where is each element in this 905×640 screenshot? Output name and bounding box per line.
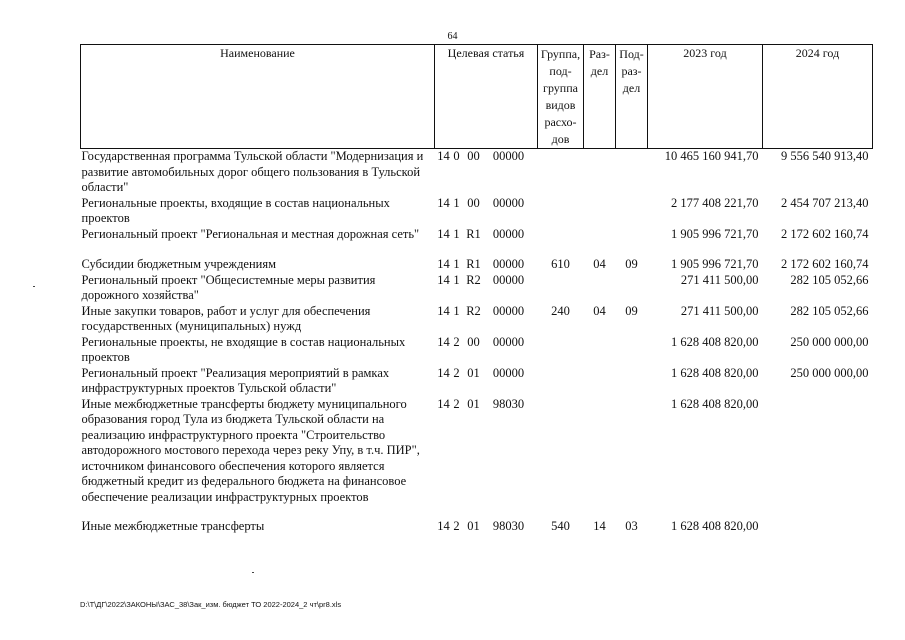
row-target-article <box>435 257 538 273</box>
target-part: 00 <box>467 149 480 163</box>
target-part: 1 <box>453 195 460 210</box>
table-row <box>81 257 873 273</box>
row-section <box>584 366 616 397</box>
target-part: 01 <box>467 396 480 411</box>
row-target-article <box>435 335 538 366</box>
header-expense-group <box>538 45 584 149</box>
row-amount-2024: 250 000 000,00 <box>790 334 869 349</box>
row-amount-2024 <box>763 519 873 535</box>
table-row <box>81 227 873 258</box>
row-amount-2024: 282 105 052,66 <box>790 272 869 287</box>
target-part: R1 <box>466 257 481 271</box>
row-section <box>584 149 616 196</box>
table-row <box>81 149 873 196</box>
row-amount-2023: 1 628 408 820,00 <box>671 334 759 349</box>
target-part: 14 <box>437 365 450 380</box>
row-subsection <box>616 273 648 304</box>
header-line: дел <box>622 81 641 95</box>
target-part: 00000 <box>492 365 525 380</box>
header-name: Наименование <box>81 45 435 149</box>
row-amount-2023: 1 905 996 721,70 <box>671 226 759 241</box>
row-amount-2024: 2 454 707 213,40 <box>781 195 869 210</box>
table-row <box>81 273 873 304</box>
row-group <box>538 196 584 227</box>
header-line: Под- <box>619 47 644 61</box>
row-name: Региональные проекты, не входящие в состав национальных проектов <box>81 334 406 364</box>
row-section <box>584 196 616 227</box>
row-subsection <box>616 227 648 258</box>
row-group <box>538 335 584 366</box>
row-amount-2024: 9 556 540 913,40 <box>781 149 869 163</box>
budget-table <box>80 44 873 535</box>
table-row <box>81 519 873 535</box>
row-amount-2023: 271 411 500,00 <box>680 303 759 318</box>
header-line: дел <box>590 64 609 78</box>
row-amount-2023: 1 905 996 721,70 <box>671 257 759 271</box>
row-amount-2023: 1 628 408 820,00 <box>671 519 759 533</box>
target-part: 14 <box>437 519 450 533</box>
row-subsection <box>616 397 648 520</box>
row-group <box>538 397 584 520</box>
header-year-2023: 2023 год <box>648 45 763 149</box>
table-row <box>81 335 873 366</box>
header-line: Группа, <box>540 47 581 61</box>
row-amount-2023: 1 628 408 820,00 <box>671 365 759 380</box>
target-part: R1 <box>466 226 481 241</box>
row-amount-2023: 271 411 500,00 <box>680 272 759 287</box>
target-part: 1 <box>453 226 460 241</box>
table-row <box>81 366 873 397</box>
target-part: R2 <box>466 272 481 287</box>
header-line: видов <box>545 98 576 112</box>
target-part: 14 <box>437 149 450 163</box>
target-part: 1 <box>453 303 460 318</box>
row-name: Иные закупки товаров, работ и услуг для обеспечения государственных (муниципальных) нужд <box>81 303 371 333</box>
row-group: 610 <box>551 257 570 271</box>
table-row <box>81 304 873 335</box>
page-number: 64 <box>447 31 458 42</box>
row-amount-2024: 282 105 052,66 <box>790 303 869 318</box>
row-section: 04 <box>593 303 606 318</box>
row-name: Региональные проекты, входящие в состав национальных проектов <box>81 195 390 225</box>
row-group <box>538 366 584 397</box>
row-amount-2023: 1 628 408 820,00 <box>671 396 759 411</box>
table-row <box>81 196 873 227</box>
target-part: 01 <box>467 519 480 533</box>
target-part: 01 <box>467 365 480 380</box>
target-part: 00000 <box>492 195 525 210</box>
row-group <box>538 149 584 196</box>
table-row <box>81 397 873 520</box>
row-section <box>584 273 616 304</box>
row-target-article <box>435 227 538 258</box>
target-part: 14 <box>437 334 450 349</box>
footer-file-path: D:\Т\ДГ\2022\ЗАКОНЫ\ЗАС_38\Зак_изм. бюджет ТО 2022-2024_2 чт\pr8.xls <box>80 600 342 609</box>
target-part: 00000 <box>492 257 525 271</box>
row-amount-2023: 10 465 160 941,70 <box>664 149 759 163</box>
target-part: 98030 <box>492 519 525 533</box>
row-section <box>584 397 616 520</box>
row-subsection: 09 <box>625 303 638 318</box>
row-section <box>584 227 616 258</box>
target-part: 14 <box>437 303 450 318</box>
row-subsection <box>616 149 648 196</box>
row-subsection <box>616 335 648 366</box>
row-amount-2023: 2 177 408 221,70 <box>671 195 759 210</box>
target-part: 14 <box>437 272 450 287</box>
row-name: Иные межбюджетные трансферты <box>81 519 265 533</box>
target-part: 00000 <box>492 334 525 349</box>
header-line: раз- <box>621 64 642 78</box>
header-subsection <box>616 45 648 149</box>
target-part: 0 <box>453 149 460 163</box>
header-line: под- <box>549 64 572 78</box>
row-target-article <box>435 149 538 196</box>
header-section <box>584 45 616 149</box>
header-line: расхо- <box>544 115 577 129</box>
target-part: 00 <box>467 334 480 349</box>
row-name: Иные межбюджетные трансферты бюджету муниципального образования город Тула из бюджета Тульской области на реализацию инфраструктурного проекта "Строительство автодорожного мостового перехода через реку Упу, в т.ч. ПИР", источником финансового обеспечения которого является бюджетный кредит из федерального бюджета на финансовое обеспечение реализации инфраструктурных проектов <box>81 396 420 504</box>
row-amount-2024: 250 000 000,00 <box>790 365 869 380</box>
target-part: 00000 <box>492 149 525 163</box>
target-part: 2 <box>453 334 460 349</box>
header-line: группа <box>543 81 578 95</box>
target-part: 00000 <box>492 272 525 287</box>
row-amount-2024: 2 172 602 160,74 <box>781 257 869 271</box>
target-part: R2 <box>466 303 481 318</box>
target-part: 14 <box>437 257 450 271</box>
table-body <box>81 149 873 535</box>
target-part: 14 <box>437 195 450 210</box>
target-part: 00 <box>467 195 480 210</box>
scan-dot <box>33 286 35 287</box>
row-name: Региональный проект "Региональная и местная дорожная сеть" <box>81 226 420 241</box>
row-group: 540 <box>551 519 570 533</box>
row-section: 04 <box>593 257 606 271</box>
header-year-2024: 2024 год <box>763 45 873 149</box>
row-target-article <box>435 397 538 520</box>
row-name: Государственная программа Тульской области "Модернизация и развитие автомобильных дорог общего пользования в Тульской области" <box>81 149 424 194</box>
row-name: Региональный проект "Реализация мероприятий в рамках инфраструктурных проектов Тульской области" <box>81 365 390 395</box>
header-line: Раз- <box>589 47 610 61</box>
header-line: дов <box>551 132 570 146</box>
target-part: 98030 <box>492 396 525 411</box>
row-subsection <box>616 366 648 397</box>
row-section: 14 <box>593 519 606 533</box>
target-part: 14 <box>437 226 450 241</box>
target-part: 00000 <box>492 226 525 241</box>
target-part: 00000 <box>492 303 525 318</box>
row-target-article <box>435 196 538 227</box>
row-name: Субсидии бюджетным учреждениям <box>81 257 277 271</box>
row-subsection: 09 <box>625 257 638 271</box>
row-amount-2024 <box>763 397 873 520</box>
row-target-article <box>435 519 538 535</box>
row-group: 240 <box>551 303 570 318</box>
header-target-article: Целевая статья <box>435 45 538 149</box>
target-part: 1 <box>453 257 460 271</box>
row-amount-2024: 2 172 602 160,74 <box>781 226 869 241</box>
row-subsection <box>616 196 648 227</box>
row-section <box>584 335 616 366</box>
row-target-article <box>435 273 538 304</box>
target-part: 2 <box>453 519 460 533</box>
target-part: 1 <box>453 272 460 287</box>
target-part: 2 <box>453 365 460 380</box>
row-group <box>538 273 584 304</box>
scan-dot <box>252 572 254 573</box>
row-group <box>538 227 584 258</box>
row-subsection: 03 <box>625 519 638 533</box>
row-name: Региональный проект "Общесистемные меры развития дорожного хозяйства" <box>81 272 376 302</box>
row-target-article <box>435 366 538 397</box>
row-target-article <box>435 304 538 335</box>
target-part: 2 <box>453 396 460 411</box>
target-part: 14 <box>437 396 450 411</box>
table-header <box>81 45 873 149</box>
